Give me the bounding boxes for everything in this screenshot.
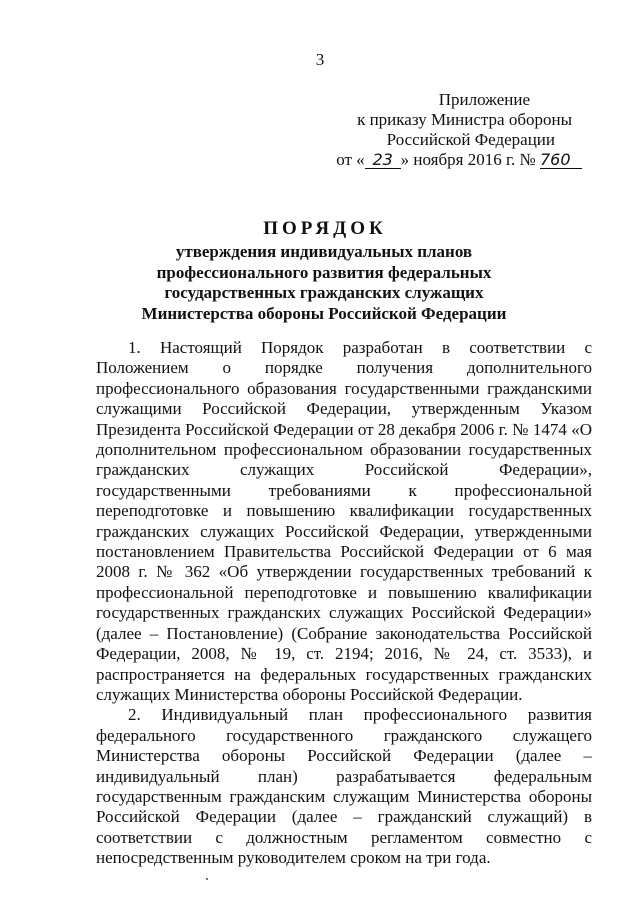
document-subtitle — [0, 242, 640, 324]
date-middle: » ноября 2016 г. № — [400, 150, 536, 169]
paragraph-1: 1. Настоящий Порядок разработан в соответствии с Положением о порядке получения дополнительного профессионального образования государственными гражданскими служащими Российской Федерации, утвержденным Указом Президента Российской Федерации от 28 декабря 2006 г. № 1474 «О дополнительном профессиональном образовании государственных гражданских служащих Российской Федерации», государственными требованиями к профессиональной переподготовке и повышению квалификации государственных гражданских служащих Российской Федерации, утвержденными постановлением Правительства Российской Федерации от 6 мая 2008 г. № 362 «Об утверждении государственных требований к профессиональной переподготовке и повышению квалификации государственных гражданских служащих Российской Федерации» (далее – Постановление) (Собрание законодательства Российской Федерации, 2008, № 19, ст. 2194; 2016, № 24, ст. 3533), и распространяется на федеральных государственных гражданских служащих Министерства обороны Российской Федерации. — [96, 338, 592, 704]
appendix-label: Приложение — [438, 90, 530, 109]
appendix-header — [336, 90, 582, 170]
paragraph-2: 2. Индивидуальный план профессионального развития федерального государственного гражданского служащего Министерства обороны Российской Федерации (далее – индивидуальный план) разрабатывается федеральным государственным гражданским служащим Министерства обороны Российской Федерации (далее – гражданский служащий) в соответствии с должностным регламентом совместно с непосредственным руководителем сроком на три года. — [96, 705, 592, 868]
appendix-org: Российской Федерации — [386, 130, 555, 149]
date-prefix: от « — [336, 150, 365, 169]
subtitle-line: утверждения индивидуальных планов — [175, 242, 473, 261]
page-number: 3 — [315, 50, 325, 69]
subtitle-line: профессионального развития федеральных — [156, 262, 492, 282]
document-body — [96, 338, 592, 869]
appendix-date-line — [336, 150, 582, 170]
handwritten-day: 23 — [365, 152, 401, 169]
document-title: ПОРЯДОК — [263, 218, 387, 239]
subtitle-line: Министерства обороны Российской Федерации — [141, 303, 507, 323]
handwritten-order-number: 760 — [540, 152, 582, 169]
scan-speck — [206, 878, 208, 880]
appendix-order-ref: к приказу Министра обороны — [357, 110, 572, 129]
subtitle-line: государственных гражданских служащих — [164, 283, 484, 302]
document-title-block — [0, 216, 640, 324]
